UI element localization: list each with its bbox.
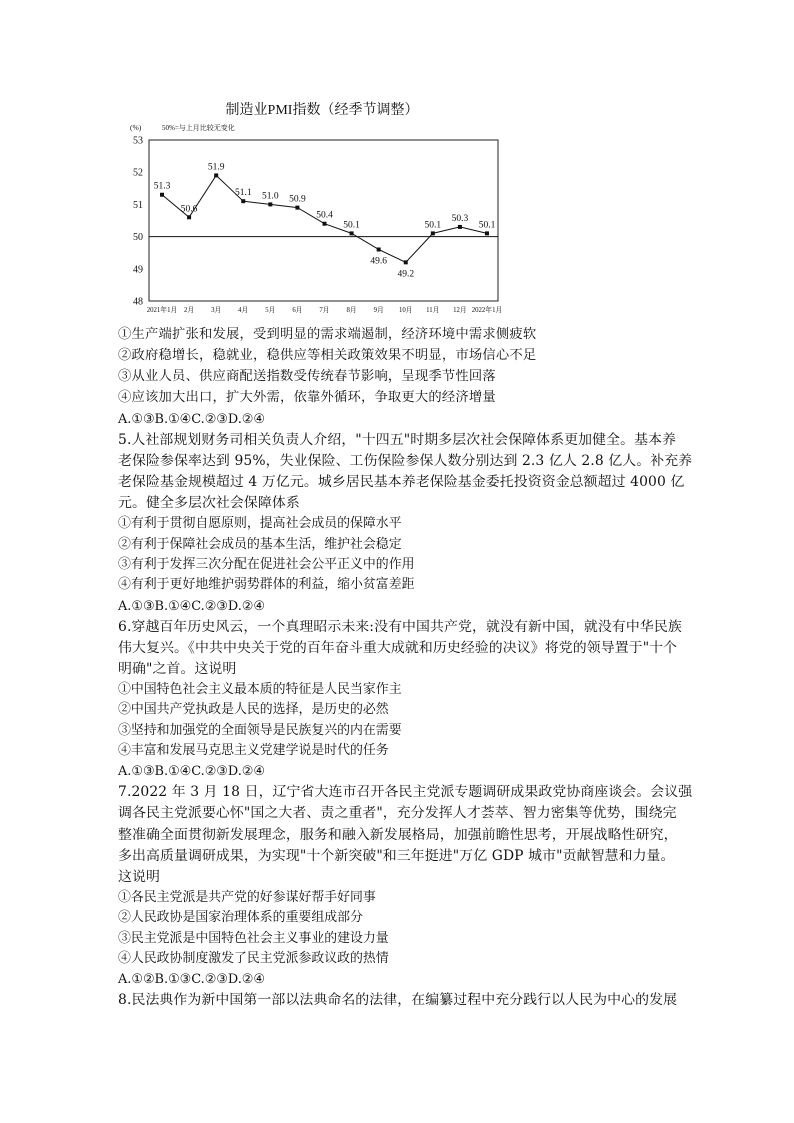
data-point <box>160 193 164 197</box>
data-label: 49.2 <box>397 269 415 280</box>
y-tick-label: 53 <box>133 135 143 147</box>
chart-title: 制造业PMI指数（经季节调整） <box>225 103 419 118</box>
q7-stem <box>118 782 693 888</box>
x-tick-label: 9月 <box>373 307 384 314</box>
data-point <box>268 202 272 206</box>
q6-block <box>118 617 680 783</box>
q5-block <box>118 430 693 617</box>
data-point <box>241 199 245 203</box>
data-point <box>485 231 489 235</box>
q6-option: ④丰富和发展马克思主义党建学说是时代的任务 <box>118 742 389 758</box>
q4-option: ④应该加大出口，扩大外需，依靠外循环，争取更大的经济增量 <box>118 389 496 405</box>
q7-option: ④人民政协制度激发了民主党派参政议政的热情 <box>118 951 389 967</box>
data-point <box>323 222 327 226</box>
q7-block <box>118 782 693 990</box>
x-tick-label: 3月 <box>211 307 222 314</box>
q5-option: ①有利于贯彻自愿原则，提高社会成员的保障水平 <box>118 516 402 532</box>
q5-answer-choices: A.①③B.①④C.②③D.②④ <box>118 598 265 614</box>
q4-option: ③从业人员、供应商配送指数受传统春节影响，呈现季节性回落 <box>118 368 496 384</box>
data-point <box>187 215 191 219</box>
q7-option: ①各民主党派是共产党的好参谋好帮手好同事 <box>118 890 376 906</box>
data-point <box>404 260 408 264</box>
q5-stem-line: 老保险参保率达到 95%，失业保险、工伤保险参保人数分别达到 2.3 亿人 2.8 亿人。补充养 <box>118 452 693 469</box>
data-label: 51.3 <box>153 181 171 192</box>
x-tick-label: 11月 <box>426 307 440 314</box>
pmi-chart-svg <box>118 96 518 326</box>
data-label: 50.9 <box>289 194 306 205</box>
q5-stem-line: 老保险基金规模超过 4 万亿元。城乡居民基本养老保险基金委托投资资金总额超过 4000 亿 <box>118 473 685 490</box>
q7-option: ②人民政协是国家治理体系的重要组成部分 <box>118 910 363 926</box>
q5-option: ③有利于发挥三次分配在促进社会公平正义中的作用 <box>118 556 415 572</box>
y-tick-label: 51 <box>133 199 143 211</box>
data-label: 50.3 <box>451 213 469 224</box>
data-label: 51.9 <box>207 162 225 173</box>
x-tick-label: 10月 <box>398 307 413 314</box>
data-label: 49.6 <box>370 256 387 267</box>
x-tick-label: 8月 <box>346 307 357 314</box>
data-point <box>350 231 354 235</box>
q4-block <box>118 325 680 430</box>
q8-stem-line: 8.民法典作为新中国第一部以法典命名的法律，在编纂过程中充分践行以人民为中心的发展 <box>118 992 678 1009</box>
data-point <box>295 206 299 210</box>
x-tick-label: 2022年1月 <box>471 307 503 314</box>
x-tick-label: 12月 <box>453 307 467 314</box>
x-tick-label: 6月 <box>292 307 303 314</box>
q7-stem-line: 整准确全面贯彻新发展理念，服务和融入新发展格局，加强前瞻性思考，开展战略性研究， <box>118 826 678 843</box>
chart-note: 50%=与上月比较无变化 <box>162 124 235 132</box>
q6-stem <box>118 617 680 681</box>
q6-option: ①中国特色社会主义最本质的特征是人民当家作主 <box>118 682 402 698</box>
q7-stem-line: 7.2022 年 3 月 18 日，辽宁省大连市召开各民主党派专题调研成果政党协商座谈会。会议强 <box>118 784 693 801</box>
x-tick-label: 5月 <box>265 307 276 314</box>
data-point <box>431 231 435 235</box>
q6-option: ②中国共产党执政是人民的选择，是历史的必然 <box>118 702 389 718</box>
q5-stem-line: 元。健全多层次社会保障体系 <box>118 495 300 512</box>
question-content <box>118 325 693 1012</box>
pmi-chart <box>118 96 518 326</box>
q8-stem <box>118 990 680 1011</box>
data-label: 50.1 <box>424 220 442 231</box>
q7-stem-line: 这说明 <box>118 869 160 885</box>
q5-option: ④有利于更好地维护弱势群体的利益，缩小贫富差距 <box>118 577 415 593</box>
q6-answer-choices: A.①③B.①④C.②③D.②④ <box>118 764 265 780</box>
data-label: 51.0 <box>262 191 279 202</box>
chart-unit-label: (%) <box>130 123 142 132</box>
q6-stem-line: 6.穿越百年历史风云，一个真理昭示未来:没有中国共产党，就没有新中国，就没有中华民族 <box>118 618 682 635</box>
data-point <box>377 247 381 251</box>
x-tick-label: 2021年1月 <box>146 307 178 314</box>
y-tick-label: 49 <box>133 264 143 276</box>
y-tick-label: 50 <box>133 232 143 244</box>
data-label: 50.6 <box>180 204 198 215</box>
q7-answer-choices: A.①②B.①③C.②③D.②④ <box>118 972 265 988</box>
q6-stem-line: 明确"之首。这说明 <box>118 660 237 677</box>
q6-stem-line: 伟大复兴。《中共中央关于党的百年奋斗重大成就和历史经验的决议》将党的领导置于"十个 <box>118 639 678 656</box>
q5-option: ②有利于保障社会成员的基本生活，维护社会稳定 <box>118 536 402 552</box>
y-tick-label: 52 <box>133 167 143 179</box>
data-point <box>458 225 462 229</box>
q4-answer-choices: A.①③B.①④C.②③D.②④ <box>118 411 265 427</box>
q8-block <box>118 990 680 1011</box>
x-tick-label: 7月 <box>319 307 330 314</box>
q7-option: ③民主党派是中国特色社会主义事业的建设力量 <box>118 930 389 946</box>
data-point <box>214 173 218 177</box>
x-tick-label: 2月 <box>183 307 195 314</box>
data-label: 50.1 <box>478 220 496 231</box>
q4-option: ②政府稳增长，稳就业，稳供应等相关政策效果不明显，市场信心不足 <box>118 347 537 363</box>
data-label: 51.1 <box>234 188 252 199</box>
q7-stem-line: 多出高质量调研成果，为实现"十个新突破"和三年挺进"万亿 GDP 城市"贡献智慧和力量。 <box>118 847 675 864</box>
q6-option: ③坚持和加强党的全面领导是民族复兴的内在需要 <box>118 722 402 738</box>
data-label: 50.1 <box>343 220 360 231</box>
data-label: 50.4 <box>316 210 333 221</box>
q5-stem <box>118 430 693 515</box>
x-tick-label: 4月 <box>238 307 249 314</box>
q7-stem-line: 调各民主党派要心怀"国之大者、责之重者"，充分发挥人才荟萃、智力密集等优势，围绕完 <box>118 805 677 822</box>
y-tick-label: 48 <box>133 296 143 308</box>
q5-stem-line: 5.人社部规划财务司相关负责人介绍，"十四五"时期多层次社会保障体系更加健全。基本养 <box>118 431 677 448</box>
q4-option: ①生产端扩张和发展，受到明显的需求端遏制，经济环境中需求侧疲软 <box>118 327 537 342</box>
